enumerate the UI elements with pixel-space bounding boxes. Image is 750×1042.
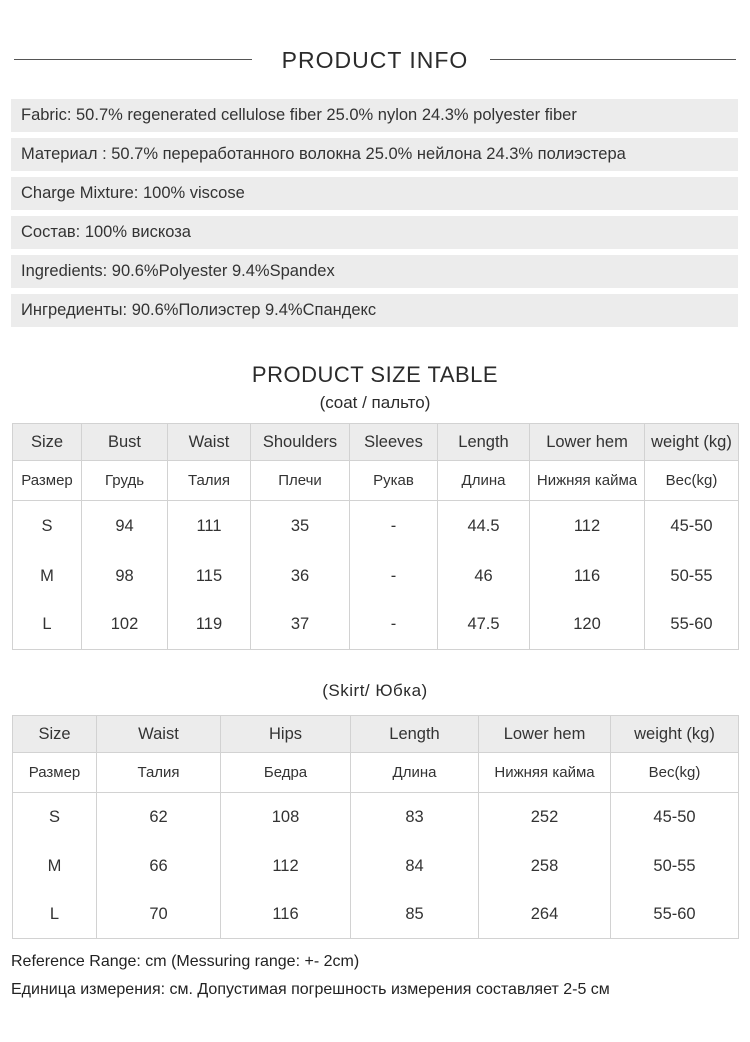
divider-right [490,59,736,60]
skirt-cell: M [13,843,97,891]
coat-header-size: Size [13,424,82,461]
coat-header-shoulders: Shoulders [251,424,350,461]
coat-cell: 37 [251,601,350,650]
skirt-cell: 84 [351,843,479,891]
coat-header-row-ru [13,461,739,501]
skirt-cell: 45-50 [611,793,739,843]
skirt-header-size: Size [13,716,97,753]
skirt-header-row-ru [13,753,739,793]
skirt-header-lower-hem: Lower hem [479,716,611,753]
coat-header-bust-ru: Грудь [82,461,168,501]
coat-cell: 47.5 [438,601,530,650]
skirt-header-length-ru: Длина [351,753,479,793]
skirt-cell: 62 [97,793,221,843]
coat-header-length-ru: Длина [438,461,530,501]
info-row-ingredients-ru: Ингредиенты: 90.6%Полиэстер 9.4%Спандекс [11,294,738,327]
table-row [13,553,739,601]
coat-cell: L [13,601,82,650]
coat-header-waist: Waist [168,424,251,461]
skirt-header-hips-ru: Бедра [221,753,351,793]
coat-cell: 98 [82,553,168,601]
table-row [13,501,739,553]
skirt-cell: S [13,793,97,843]
skirt-cell: L [13,891,97,939]
table-row [13,843,739,891]
coat-header-lower-hem-ru: Нижняя кайма [530,461,645,501]
skirt-size-table [12,715,739,939]
skirt-cell: 264 [479,891,611,939]
coat-cell: 50-55 [645,553,739,601]
coat-cell: 45-50 [645,501,739,553]
coat-cell: 111 [168,501,251,553]
skirt-header-row-en [13,716,739,753]
coat-cell: 116 [530,553,645,601]
reference-note-ru: Единица измерения: см. Допустимая погрешность измерения составляет 2-5 см [11,981,610,998]
skirt-subtitle: (Skirt/ Юбка) [322,681,428,700]
coat-cell: 44.5 [438,501,530,553]
coat-header-sleeves: Sleeves [350,424,438,461]
info-row-material-ru: Материал : 50.7% переработанного волокна 25.0% нейлона 24.3% полиэстера [11,138,738,171]
skirt-cell: 258 [479,843,611,891]
coat-header-row-en [13,424,739,461]
coat-header-lower-hem: Lower hem [530,424,645,461]
coat-header-bust: Bust [82,424,168,461]
reference-note-en: Reference Range: cm (Messuring range: +- 2cm) [11,953,360,970]
coat-cell: 115 [168,553,251,601]
skirt-cell: 55-60 [611,891,739,939]
skirt-cell: 70 [97,891,221,939]
skirt-header-weight-ru: Вес(kg) [611,753,739,793]
product-info-title: PRODUCT INFO [281,47,469,73]
size-table-title: PRODUCT SIZE TABLE [251,362,499,387]
info-row-composition-ru: Состав: 100% вискоза [11,216,738,249]
coat-cell: 102 [82,601,168,650]
coat-header-size-ru: Размер [13,461,82,501]
coat-cell: M [13,553,82,601]
skirt-header-waist-ru: Талия [97,753,221,793]
skirt-header-length: Length [351,716,479,753]
coat-cell: S [13,501,82,553]
coat-cell: 94 [82,501,168,553]
coat-header-shoulders-ru: Плечи [251,461,350,501]
skirt-header-hips: Hips [221,716,351,753]
coat-cell: 119 [168,601,251,650]
coat-header-length: Length [438,424,530,461]
table-row [13,601,739,650]
table-row [13,891,739,939]
coat-cell: 55-60 [645,601,739,650]
info-row-ingredients: Ingredients: 90.6%Polyester 9.4%Spandex [11,255,738,288]
coat-cell: 112 [530,501,645,553]
skirt-header-lower-hem-ru: Нижняя кайма [479,753,611,793]
skirt-header-size-ru: Размер [13,753,97,793]
skirt-cell: 116 [221,891,351,939]
coat-cell: 35 [251,501,350,553]
info-row-fabric: Fabric: 50.7% regenerated cellulose fiber 25.0% nylon 24.3% polyester fiber [11,99,738,132]
skirt-cell: 252 [479,793,611,843]
skirt-cell: 66 [97,843,221,891]
info-row-charge-mixture: Charge Mixture: 100% viscose [11,177,738,210]
coat-cell: - [350,553,438,601]
table-row [13,793,739,843]
skirt-cell: 50-55 [611,843,739,891]
coat-subtitle: (coat / пальто) [319,393,431,412]
coat-header-weight: weight (kg) [645,424,739,461]
coat-size-table [12,423,739,650]
coat-header-weight-ru: Вес(kg) [645,461,739,501]
skirt-cell: 85 [351,891,479,939]
skirt-cell: 108 [221,793,351,843]
skirt-header-waist: Waist [97,716,221,753]
coat-header-sleeves-ru: Рукав [350,461,438,501]
coat-cell: - [350,601,438,650]
product-info-header [0,44,750,76]
coat-cell: 46 [438,553,530,601]
coat-header-waist-ru: Талия [168,461,251,501]
coat-cell: 120 [530,601,645,650]
coat-cell: 36 [251,553,350,601]
skirt-header-weight: weight (kg) [611,716,739,753]
skirt-cell: 112 [221,843,351,891]
skirt-cell: 83 [351,793,479,843]
coat-cell: - [350,501,438,553]
